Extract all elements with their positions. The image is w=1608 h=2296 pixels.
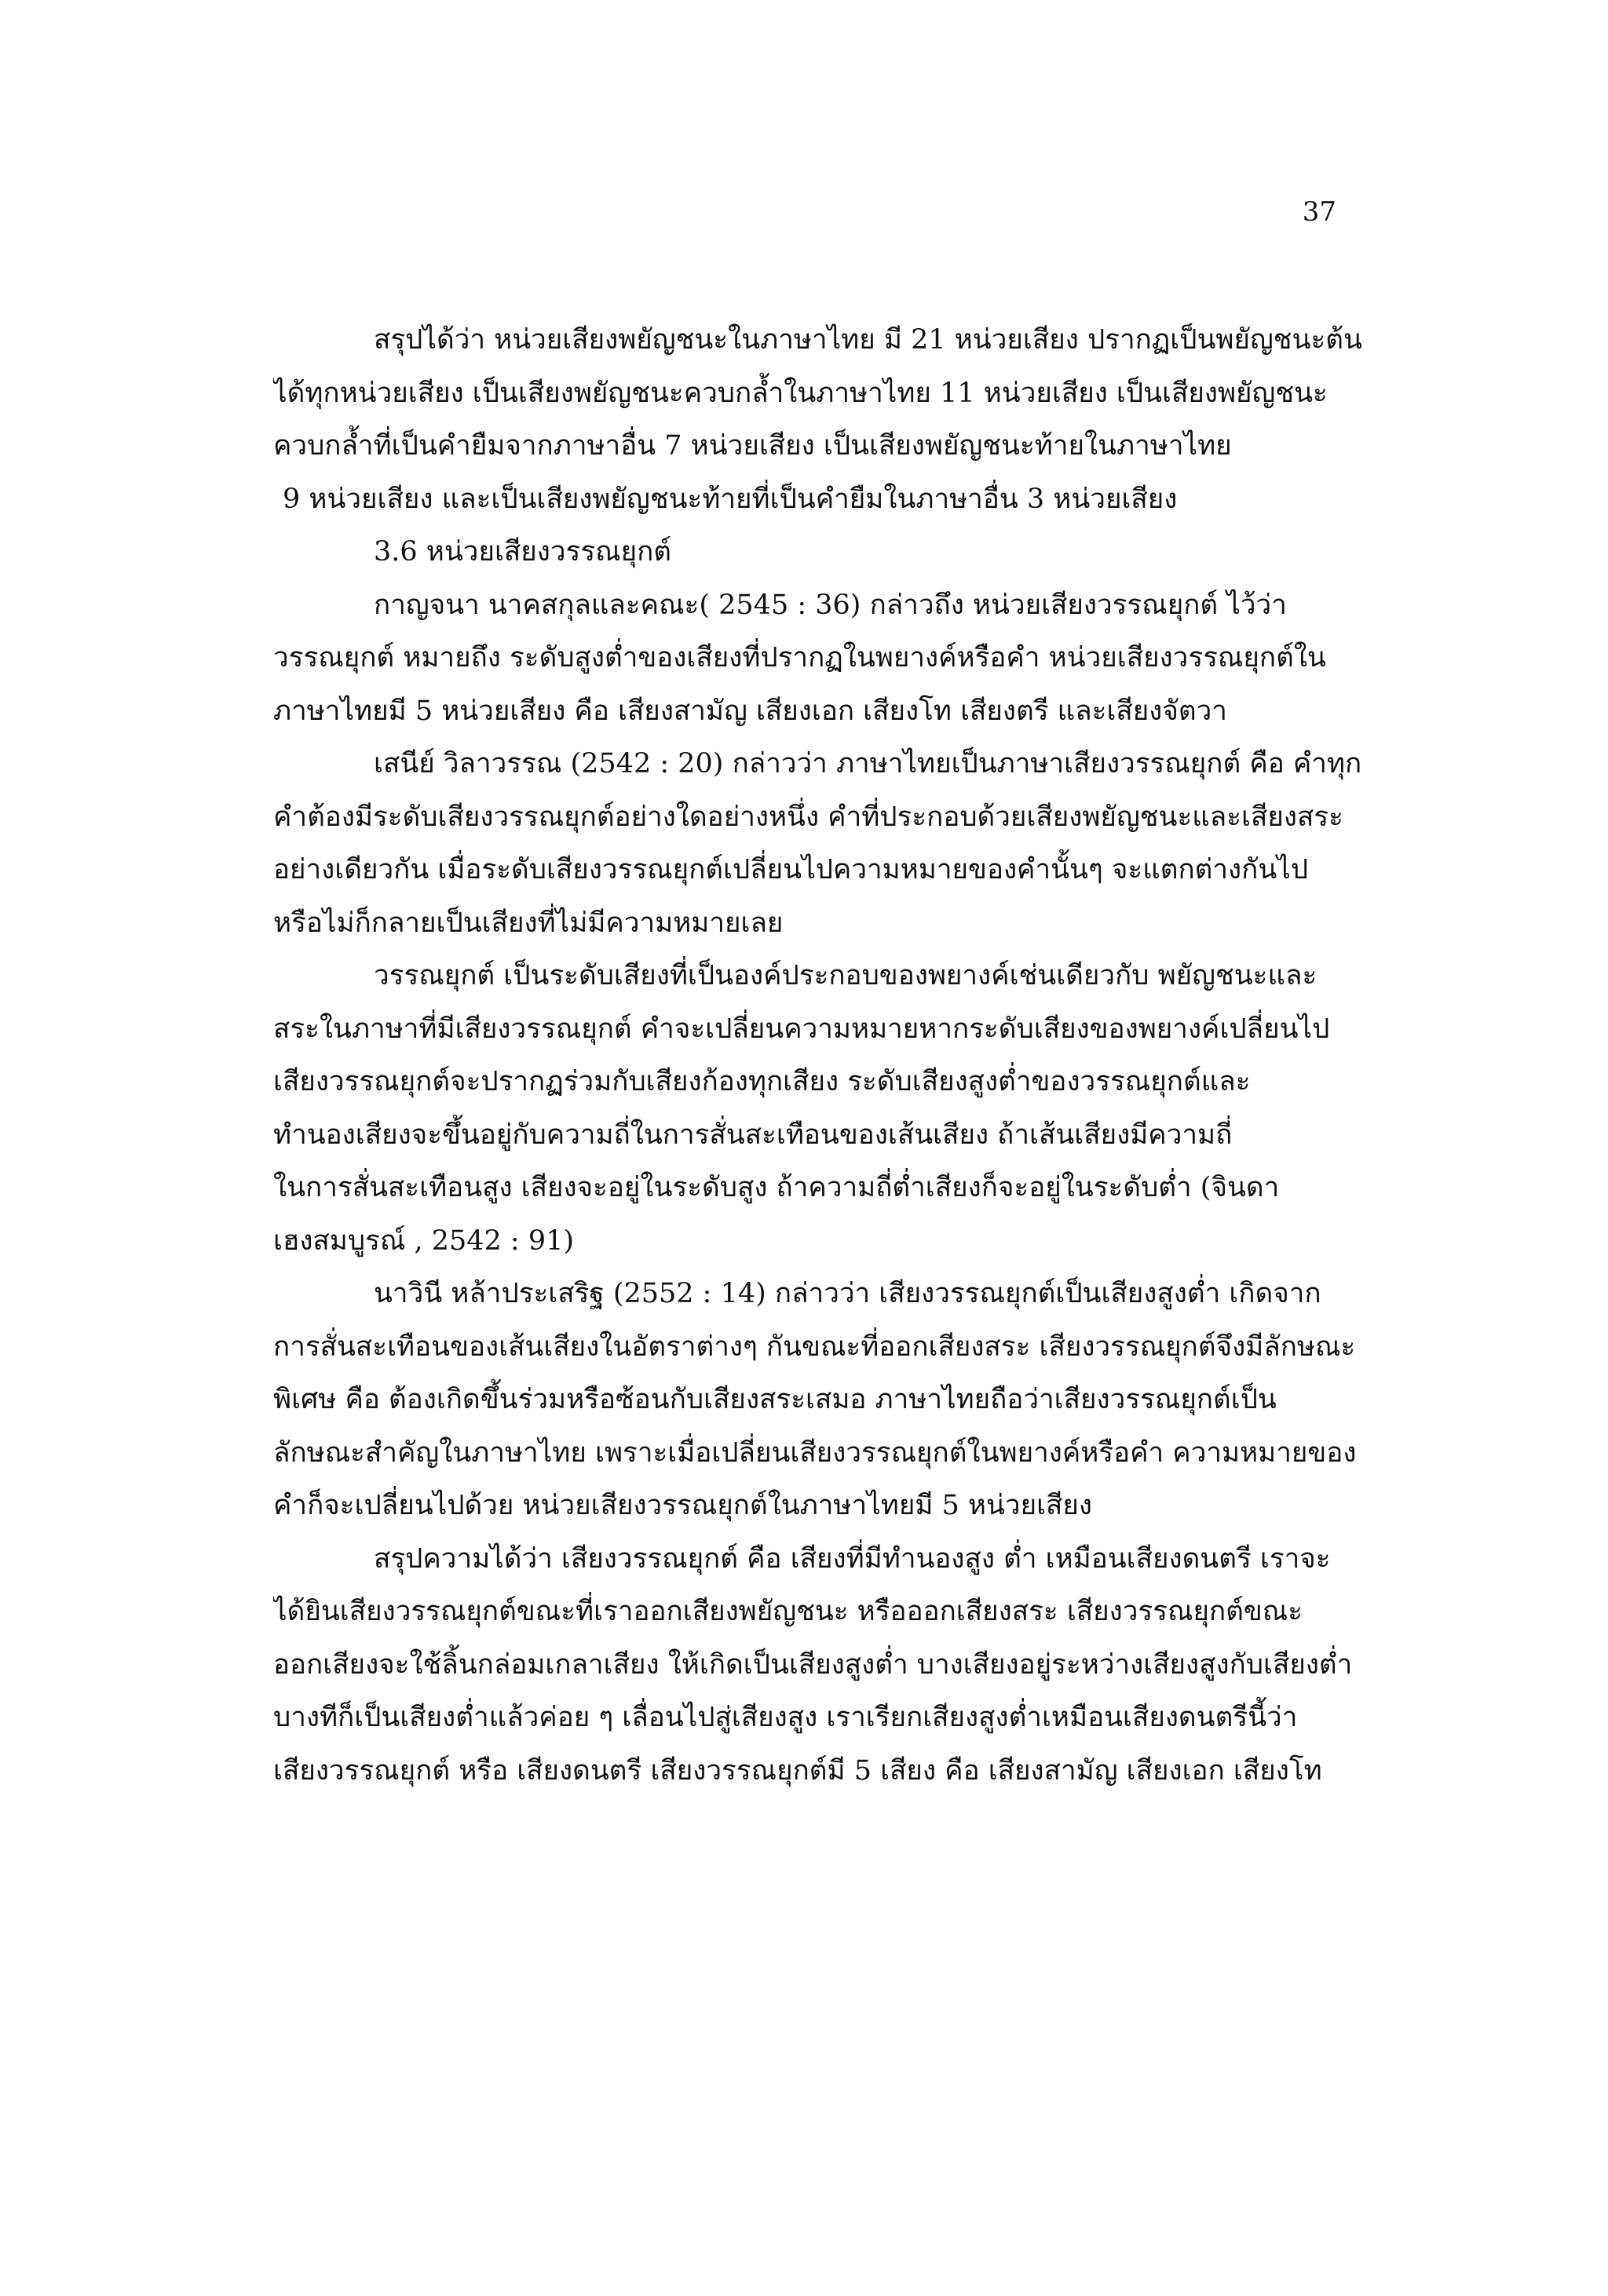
paragraph-kanchana [273, 579, 1380, 739]
paragraph-line: ทำนองเสียงจะขึ้นอยู่กับความถี่ในการสั่นสะเทือนของเส้นเสียง ถ้าเส้นเสียงมีความถี่ [273, 1119, 1233, 1151]
paragraph-line: 9 หน่วยเสียง และเป็นเสียงพยัญชนะท้ายที่เป็นคำยืมในภาษาอื่น 3 หน่วยเสียง [283, 483, 1178, 515]
paragraph-line: ได้ทุกหน่วยเสียง เป็นเสียงพยัญชนะควบกล้ำในภาษาไทย 11 หน่วยเสียง เป็นเสียงพยัญชนะ [273, 377, 1328, 409]
paragraph-consonant-summary [273, 314, 1380, 526]
paragraph-nawinee [273, 1268, 1380, 1533]
paragraph-line: สระในภาษาที่มีเสียงวรรณยุกต์ คำจะเปลี่ยนความหมายหากระดับเสียงของพยางค์เปลี่ยนไป [273, 1013, 1330, 1045]
paragraph-line: คำต้องมีระดับเสียงวรรณยุกต์อย่างใดอย่างหนึ่ง คำที่ประกอบด้วยเสียงพยัญชนะและเสียงสระ [273, 801, 1343, 833]
paragraph-line: เสนีย์ วิลาวรรณ (2542 : 20) กล่าวว่า ภาษาไทยเป็นภาษาเสียงวรรณยุกต์ คือ คำทุก [374, 748, 1362, 779]
paragraph-line: เสียงวรรณยุกต์ หรือ เสียงดนตรี เสียงวรรณยุกต์มี 5 เสียง คือ เสียงสามัญ เสียงเอก เสียงโท [273, 1754, 1322, 1787]
paragraph-sanee [273, 738, 1380, 950]
paragraph-line: คำก็จะเปลี่ยนไปด้วย หน่วยเสียงวรรณยุกต์ในภาษาไทยมี 5 หน่วยเสียง [273, 1490, 1093, 1521]
paragraph-line: ลักษณะสำคัญในภาษาไทย เพราะเมื่อเปลี่ยนเสียงวรรณยุกต์ในพยางค์หรือคำ ความหมายของ [273, 1436, 1357, 1469]
paragraph-line: เสียงวรรณยุกต์จะปรากฏร่วมกับเสียงก้องทุกเสียง ระดับเสียงสูงต่ำของวรรณยุกต์และ [273, 1066, 1251, 1097]
section-heading-tones [273, 526, 1380, 579]
body-text [273, 314, 1380, 1798]
paragraph-line: สรุปความได้ว่า เสียงวรรณยุกต์ คือ เสียงที่มีทำนองสูง ต่ำ เหมือนเสียงดนตรี เราจะ [374, 1542, 1331, 1575]
paragraph-line: หรือไม่ก็กลายเป็นเสียงที่ไม่มีความหมายเลย [273, 907, 784, 939]
paragraph-line: สรุปได้ว่า หน่วยเสียงพยัญชนะในภาษาไทย มี 21 หน่วยเสียง ปรากฏเป็นพยัญชนะต้น [374, 324, 1362, 356]
paragraph-line: นาวินี หล้าประเสริฐ (2552 : 14) กล่าวว่า เสียงวรรณยุกต์เป็นเสียงสูงต่ำ เกิดจาก [374, 1278, 1321, 1309]
paragraph-line: ภาษาไทยมี 5 หน่วยเสียง คือ เสียงสามัญ เสียงเอก เสียงโท เสียงตรี และเสียงจัตวา [273, 695, 1227, 727]
paragraph-line: บางทีก็เป็นเสียงต่ำแล้วค่อย ๆ เลื่อนไปสู่เสียงสูง เราเรียกเสียงสูงต่ำเหมือนเสียงดนตรีนี้ว่า [273, 1702, 1298, 1733]
page-number: 37 [1302, 196, 1336, 228]
paragraph-line: การสั่นสะเทือนของเส้นเสียงในอัตราต่างๆ กันขณะที่ออกเสียงสระ เสียงวรรณยุกต์จึงมีลักษณะ [273, 1331, 1356, 1363]
paragraph-line: อย่างเดียวกัน เมื่อระดับเสียงวรรณยุกต์เปลี่ยนไปความหมายของคำนั้นๆ จะแตกต่างกันไป [273, 854, 1309, 885]
paragraph-line: ในการสั่นสะเทือนสูง เสียงจะอยู่ในระดับสูง ถ้าความถี่ต่ำเสียงก็จะอยู่ในระดับต่ำ (จินดา [273, 1172, 1280, 1203]
paragraph-tone-summary [273, 1533, 1380, 1798]
paragraph-line: ควบกล้ำที่เป็นคำยืมจากภาษาอื่น 7 หน่วยเสียง เป็นเสียงพยัญชนะท้ายในภาษาไทย [273, 430, 1232, 462]
paragraph-line: กาญจนา นาคสกุลและคณะ( 2545 : 36) กล่าวถึง หน่วยเสียงวรรณยุกต์ ไว้ว่า [374, 589, 1287, 621]
paragraph-tone-definition [273, 950, 1380, 1268]
paragraph-line: เฮงสมบูรณ์ , 2542 : 91) [273, 1225, 575, 1257]
paragraph-line: ได้ยินเสียงวรรณยุกต์ขณะที่เราออกเสียงพยัญชนะ หรือออกเสียงสระ เสียงวรรณยุกต์ขณะ [273, 1596, 1303, 1627]
paragraph-line: พิเศษ คือ ต้องเกิดขึ้นร่วมหรือซ้อนกับเสียงสระเสมอ ภาษาไทยถือว่าเสียงวรรณยุกต์เป็น [273, 1384, 1277, 1415]
paragraph-line: วรรณยุกต์ หมายถึง ระดับสูงต่ำของเสียงที่ปรากฏในพยางค์หรือคำ หน่วยเสียงวรรณยุกต์ใน [273, 642, 1326, 673]
paragraph-line: ออกเสียงจะใช้ลิ้นกล่อมเกลาเสียง ให้เกิดเป็นเสียงสูงต่ำ บางเสียงอยู่ระหว่างเสียงสูงกับเสียงต่ำ [273, 1648, 1353, 1681]
paragraph-line: วรรณยุกต์ เป็นระดับเสียงที่เป็นองค์ประกอบของพยางค์เช่นเดียวกับ พยัญชนะและ [374, 960, 1317, 991]
section-heading: 3.6 หน่วยเสียงวรรณยุกต์ [374, 536, 672, 568]
